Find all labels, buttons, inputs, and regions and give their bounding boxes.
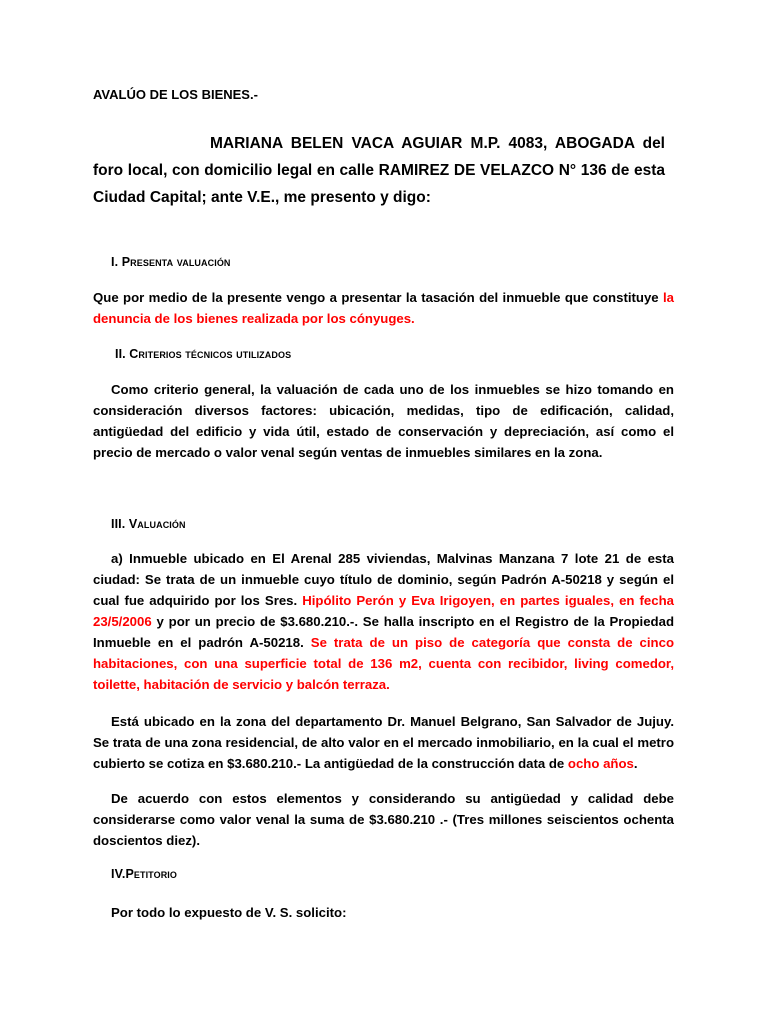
para-b-highlight: ocho años	[567, 756, 634, 771]
section-4-paragraph: Por todo lo expuesto de V. S. solicito:	[111, 905, 347, 920]
section-heading-4	[111, 867, 177, 881]
section-3-paragraph-a	[93, 548, 674, 695]
section-number-1: I.	[111, 255, 119, 269]
section-title-1: Presenta valuación	[121, 255, 231, 269]
para-a-highlight-1: Hipólito Perón y Eva Irigoyen, en partes iguales, en fecha 23/5/2006	[93, 593, 674, 629]
para-a-highlight-2: Se trata de un piso de categoría que consta de cinco habitaciones, con una superficie total de 136 m2, cuenta con recibidor, living comedor, toilette, habitación de servicio y balcón terraza.	[93, 635, 675, 692]
para-b-text-2: .	[633, 756, 638, 771]
section-heading-2	[115, 347, 291, 361]
section-title-2: Criterios técnicos utilizados	[129, 347, 292, 361]
para-a-text-2: y por un precio de $3.680.210.-. Se halla inscripto en el Registro de la Propiedad Inmueble en el padrón A-50218.	[93, 614, 674, 650]
para-a-text-1: a) Inmueble ubicado en El Arenal 285 viviendas, Malvinas Manzana 7 lote 21 de esta ciudad: Se trata de un inmueble cuyo título de dominio, según Padrón A-50218 y según el cual fue adquirido por los Sres.	[93, 551, 674, 608]
section-3-paragraph-b	[93, 711, 674, 774]
section-title-3: Valuación	[128, 517, 186, 531]
intro-paragraph	[93, 130, 665, 211]
section-number-2: II.	[115, 347, 126, 361]
section-1-paragraph	[93, 287, 674, 329]
section-number-4: IV.	[111, 867, 126, 881]
section-number-3: III.	[111, 517, 126, 531]
intro-name: MARIANA BELEN VACA AGUIAR M.P. 4083, ABOGADA del foro local,	[93, 135, 665, 179]
para-b-text-1: Está ubicado en la zona del departamento Dr. Manuel Belgrano, San Salvador de Jujuy. Se trata de una zona residencial, de alto valor en el mercado inmobiliario, en la cual el metro cubierto se cotiza en $3.680.210.- La antigüedad de la construcción data de	[93, 714, 674, 771]
section-heading-1	[111, 255, 231, 269]
section-title-4: Petitorio	[125, 867, 178, 881]
section-1-text: Que por medio de la presente vengo a presentar la tasación del inmueble que constituye	[93, 290, 663, 305]
section-3-paragraph-c: De acuerdo con estos elementos y considerando su antigüedad y calidad debe considerarse como valor venal la suma de $3.680.210 .- (Tres millones seiscientos ochenta doscientos diez).	[93, 791, 674, 848]
section-heading-3	[111, 517, 186, 531]
section-2-paragraph: Como criterio general, la valuación de cada uno de los inmuebles se hizo tomando en consideración diversos factores: ubicación, medidas, tipo de edificación, calidad, antigüedad del edificio y vida útil, estado de conservación y depreciación, así como el precio de mercado o valor venal según ventas de inmuebles similares en la zona.	[93, 382, 674, 460]
section-1-highlight: la denuncia de los bienes realizada por los cónyuges.	[93, 290, 674, 326]
intro-rest: con domicilio legal en calle RAMIREZ DE VELAZCO N° 136 de esta Ciudad Capital; ante V.E., me presento y digo:	[93, 162, 665, 206]
document-title: AVALÚO DE LOS BIENES.-	[93, 87, 258, 102]
